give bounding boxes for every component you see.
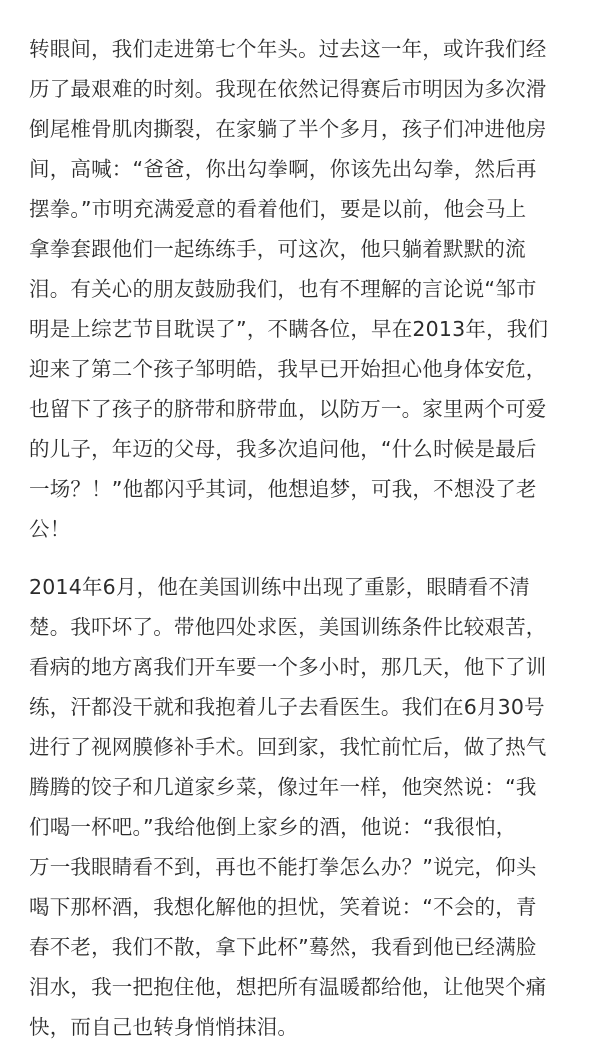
text-line: 喝下那杯酒，我想化解他的担忧，笑着说：“不会的，青 <box>29 895 537 919</box>
text-line: 也留下了孩子的脐带和脐带血，以防万一。家里两个可爱 <box>29 397 547 421</box>
text-line: 万一我眼睛看不到，再也不能打拳怎么办？”说完，仰头 <box>29 855 537 879</box>
text-line: 春不老，我们不散，拿下此杯”蓦然，我看到他已经满脸 <box>29 935 537 959</box>
text-line: 迎来了第二个孩子邹明皓，我早已开始担心他身体安危， <box>29 357 547 381</box>
text-line: 楚。我吓坏了。带他四处求医，美国训练条件比较艰苦， <box>29 615 547 639</box>
text-line: 快，而自己也转身悄悄抹泪。 <box>29 1015 299 1039</box>
text-line: 进行了视网膜修补手术。回到家，我忙前忙后，做了热气 <box>29 735 547 759</box>
text-line: 拿拳套跟他们一起练练手，可这次，他只躺着默默的流 <box>29 237 526 261</box>
text-line: 一场？！”他都闪乎其词，他想追梦，可我，不想没了老 <box>29 477 537 501</box>
paragraph-2 <box>29 567 574 1047</box>
text-line: 泪水，我一把抱住他，想把所有温暖都给他，让他哭个痛 <box>29 975 547 999</box>
paragraph-1 <box>29 29 574 549</box>
text-line: 明是上综艺节目耽误了”，不瞒各位，早在2013年，我们 <box>29 317 549 341</box>
text-line: 转眼间，我们走进第七个年头。过去这一年，或许我们经 <box>29 37 547 61</box>
text-line: 历了最艰难的时刻。我现在依然记得赛后市明因为多次滑 <box>29 77 547 101</box>
text-line: 腾腾的饺子和几道家乡菜，像过年一样，他突然说：“我 <box>29 775 537 799</box>
text-line: 间，高喊：“爸爸，你出勾拳啊，你该先出勾拳，然后再 <box>29 157 537 181</box>
text-line: 倒尾椎骨肌肉撕裂，在家躺了半个多月，孩子们冲进他房 <box>29 117 547 141</box>
text-line: 看病的地方离我们开车要一个多小时，那几天，他下了训 <box>29 655 547 679</box>
text-line: 2014年6月，他在美国训练中出现了重影，眼睛看不清 <box>29 575 530 599</box>
text-line: 的儿子，年迈的父母，我多次追问他，“什么时候是最后 <box>29 437 537 461</box>
text-line: 练，汗都没干就和我抱着儿子去看医生。我们在6月30号 <box>29 695 545 719</box>
text-line: 泪。有关心的朋友鼓励我们，也有不理解的言论说“邹市 <box>29 277 537 301</box>
text-line: 摆拳。”市明充满爱意的看着他们，要是以前，他会马上 <box>29 197 527 221</box>
text-line: 们喝一杯吧。”我给他倒上家乡的酒，他说：“我很怕， <box>29 815 517 839</box>
text-line: 公！ <box>29 517 71 541</box>
